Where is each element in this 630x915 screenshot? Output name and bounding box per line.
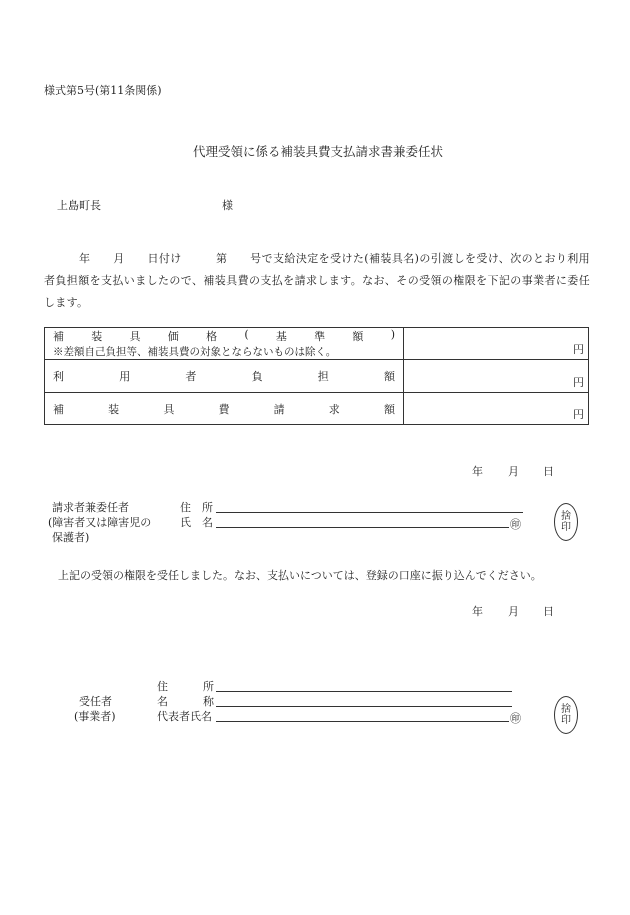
table-row — [45, 328, 589, 360]
claimant-address-field[interactable] — [216, 512, 523, 513]
table-row — [45, 360, 589, 393]
addressee-name: 上島町長 — [57, 199, 101, 212]
amount-table — [44, 327, 589, 425]
yen-unit: 円 — [573, 408, 584, 421]
stamp-seal-2 — [554, 696, 578, 734]
document-title: 代理受領に係る補装具費支払請求書兼委任状 — [193, 144, 444, 159]
standard-price-note: ※差額自己負担等、補装具費の対象とならないものは除く。 — [53, 346, 337, 358]
standard-price-value[interactable] — [404, 328, 589, 360]
seal-char: 捨 — [561, 704, 571, 715]
agent-address-label-b: 所 — [203, 680, 214, 693]
body-paragraph: 年 月 日付け 第 号で支給決定を受けた(補装具名)の引渡しを受け、次のとおり利用者負担額を支払いましたので、補装具費の支払を請求します。なお、その受領の権限を下記の事業者に委任します。 — [44, 252, 590, 309]
date-year-2: 年 — [472, 605, 483, 618]
claim-amount-value[interactable] — [404, 393, 589, 425]
agent-rep-label: 代表者氏名 — [157, 710, 212, 723]
yen-unit: 円 — [573, 376, 584, 389]
seal-char: 印 — [561, 715, 571, 726]
yen-unit: 円 — [573, 343, 584, 356]
agent-role-sub: (事業者) — [74, 710, 116, 723]
date-year: 年 — [472, 465, 483, 478]
agent-company-label-a: 名 — [157, 695, 168, 708]
table-row — [45, 393, 589, 425]
standard-price-label: 補 装 具 価 格 ( 基 準 額 ) — [53, 328, 395, 343]
stamp-seal-1 — [554, 503, 578, 541]
agent-company-field[interactable] — [216, 706, 512, 707]
addressee-honorific: 様 — [222, 199, 233, 212]
user-burden-label: 利 用 者 負 担 額 — [53, 370, 395, 383]
claimant-role-sub: (障害者又は障害児の — [48, 516, 152, 529]
date-day-2: 日 — [543, 605, 554, 618]
form-number: 様式第5号(第11条関係) — [44, 84, 162, 97]
row-label-cell — [45, 393, 404, 425]
claimant-role: 請求者兼委任者 — [52, 501, 129, 514]
claimant-seal-mark: ㊞ — [510, 518, 521, 531]
date-day: 日 — [543, 465, 554, 478]
date-month-2: 月 — [508, 605, 519, 618]
agent-company-label-b: 称 — [203, 695, 214, 708]
row-label-cell — [45, 360, 404, 393]
acceptance-statement: 上記の受領の権限を受任しました。なお、支払いについては、登録の口座に振り込んでください。 — [58, 569, 542, 582]
claimant-name-field[interactable] — [216, 527, 509, 528]
seal-char: 捨 — [561, 511, 571, 522]
claim-amount-label: 補 装 具 費 請 求 額 — [53, 402, 395, 416]
agent-role: 受任者 — [79, 695, 112, 708]
row-label-cell — [45, 328, 404, 360]
agent-rep-field[interactable] — [216, 721, 509, 722]
agent-address-label-a: 住 — [157, 680, 168, 693]
seal-char: 印 — [561, 522, 571, 533]
agent-address-field[interactable] — [216, 691, 512, 692]
claimant-role-sub2: 保護者) — [52, 531, 90, 544]
agent-seal-mark: ㊞ — [510, 712, 521, 725]
claimant-address-label: 住 所 — [180, 501, 213, 514]
date-month: 月 — [508, 465, 519, 478]
claimant-name-label: 氏 名 — [180, 516, 213, 529]
user-burden-value[interactable] — [404, 360, 589, 393]
